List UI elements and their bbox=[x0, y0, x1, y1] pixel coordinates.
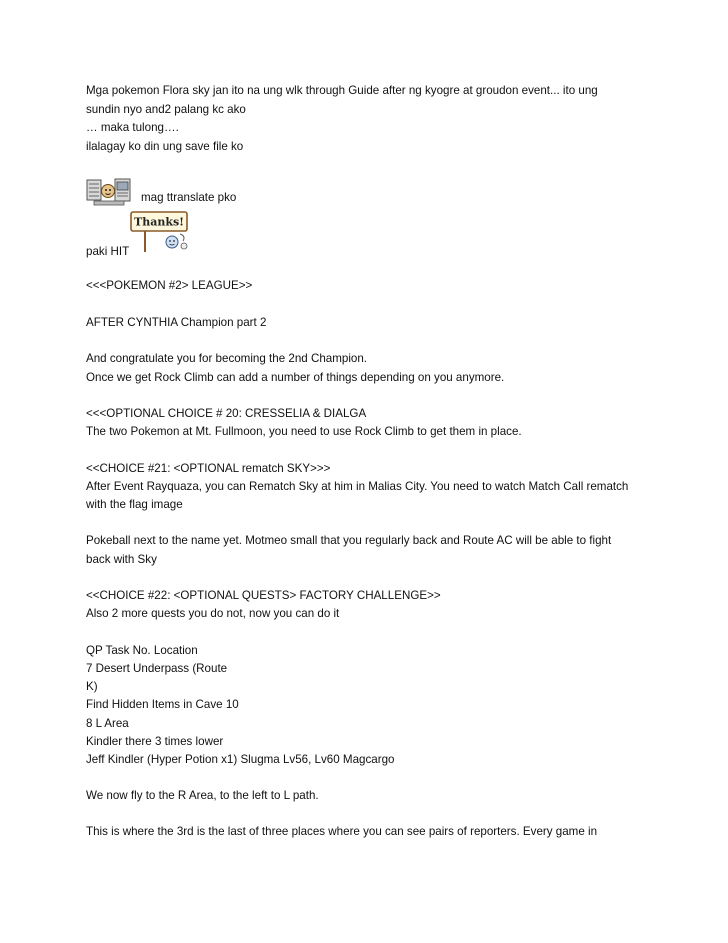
text-line: Also 2 more quests you do not, now you can do it bbox=[86, 607, 340, 620]
text-line: <<<POKEMON #2> LEAGUE>> bbox=[86, 279, 253, 292]
thanks-sign-text: Thanks! bbox=[134, 215, 184, 229]
text-line: After Event Rayquaza, you can Rematch Sky at him in Malias City. You need to watch Match Call rematch bbox=[86, 480, 629, 493]
text-line: QP Task No. Location bbox=[86, 644, 198, 657]
text-line: back with Sky bbox=[86, 553, 157, 566]
text-line: … maka tulong…. bbox=[86, 121, 179, 134]
text-line: <<CHOICE #22: <OPTIONAL QUESTS> FACTORY CHALLENGE>> bbox=[86, 589, 441, 602]
text-line: sundin nyo and2 palang kc ako bbox=[86, 103, 246, 116]
text-line: 7 Desert Underpass (Route bbox=[86, 662, 228, 675]
text-line: Jeff Kindler (Hyper Potion x1) Slugma Lv56, Lv60 Magcargo bbox=[86, 753, 395, 766]
typing-computer-emote-icon bbox=[86, 177, 132, 207]
text-line: The two Pokemon at Mt. Fullmoon, you need to use Rock Climb to get them in place. bbox=[86, 425, 522, 438]
text-line: And congratulate you for becoming the 2nd Champion. bbox=[86, 352, 368, 365]
text-line: Mga pokemon Flora sky jan ito na ung wlk through Guide after ng kyogre at groudon event... ito ung bbox=[86, 84, 598, 97]
text-line: <<<OPTIONAL CHOICE # 20: CRESSELIA & DIALGA bbox=[86, 407, 367, 420]
text-line: Pokeball next to the name yet. Motmeo small that you regularly back and Route AC will be able to fight bbox=[86, 534, 612, 547]
text-line: with the flag image bbox=[86, 498, 183, 511]
text-line: paki HIT bbox=[86, 245, 130, 258]
thanks-sign-emote-icon bbox=[128, 208, 192, 254]
text-line: 8 L Area bbox=[86, 717, 129, 730]
text-line: Find Hidden Items in Cave 10 bbox=[86, 698, 239, 711]
text-line: Kindler there 3 times lower bbox=[86, 735, 224, 748]
text-line: <<CHOICE #21: <OPTIONAL rematch SKY>>> bbox=[86, 462, 331, 475]
text-line: K) bbox=[86, 680, 98, 693]
text-line: AFTER CYNTHIA Champion part 2 bbox=[86, 316, 267, 329]
text-line: Once we get Rock Climb can add a number of things depending on you anymore. bbox=[86, 371, 505, 384]
text-line: We now fly to the R Area, to the left to L path. bbox=[86, 789, 319, 802]
text-line: This is where the 3rd is the last of three places where you can see pairs of reporters. Every game in bbox=[86, 825, 598, 838]
text-line: ilalagay ko din ung save file ko bbox=[86, 140, 244, 153]
text-line: mag ttranslate pko bbox=[141, 191, 237, 204]
